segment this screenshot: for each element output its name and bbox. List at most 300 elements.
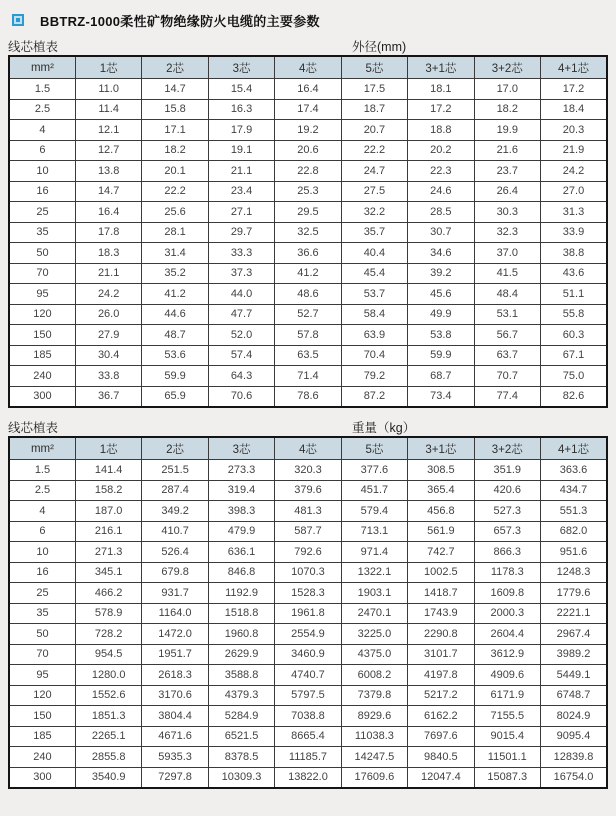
table-cell: 25	[9, 202, 75, 223]
table-cell: 18.7	[341, 99, 407, 120]
table-cell: 1070.3	[275, 562, 341, 583]
table-cell: 728.2	[75, 624, 141, 645]
table-cell: 10	[9, 161, 75, 182]
table-cell: 19.2	[275, 120, 341, 141]
table-cell: 33.8	[75, 366, 141, 387]
table-cell: 14.7	[75, 181, 141, 202]
table-cell: 63.7	[474, 345, 540, 366]
table-cell: 12.7	[75, 140, 141, 161]
table-cell: 35.7	[341, 222, 407, 243]
table-row	[9, 366, 607, 387]
table-cell: 951.6	[541, 542, 608, 563]
table-cell: 58.4	[341, 304, 407, 325]
table-cell: 34.6	[408, 243, 474, 264]
table-cell: 1518.8	[208, 603, 274, 624]
table-cell: 35	[9, 603, 75, 624]
table-cell: 8929.6	[341, 706, 407, 727]
table-header	[9, 56, 607, 79]
table-cell: 37.3	[208, 263, 274, 284]
weight-table	[8, 436, 608, 789]
table-cell: 24.7	[341, 161, 407, 182]
table-cell: 4	[9, 501, 75, 522]
table-cell: 18.2	[142, 140, 208, 161]
table-cell: 240	[9, 366, 75, 387]
table-cell: 11.4	[75, 99, 141, 120]
table-cell: 120	[9, 685, 75, 706]
table-row	[9, 624, 607, 645]
table-cell: 11038.3	[341, 726, 407, 747]
table-row	[9, 222, 607, 243]
table-cell: 479.9	[208, 521, 274, 542]
table-cell: 1951.7	[142, 644, 208, 665]
table-header-row	[9, 56, 607, 79]
table-cell: 20.1	[142, 161, 208, 182]
table-row	[9, 603, 607, 624]
table-cell: 11.0	[75, 79, 141, 100]
table-row	[9, 161, 607, 182]
table-cell: 9840.5	[408, 747, 474, 768]
table-cell: 45.4	[341, 263, 407, 284]
table-cell: 45.6	[408, 284, 474, 305]
table-cell: 12839.8	[541, 747, 608, 768]
table-cell: 63.5	[275, 345, 341, 366]
table-cell: 8665.4	[275, 726, 341, 747]
table-cell: 456.8	[408, 501, 474, 522]
table-row	[9, 480, 607, 501]
table-cell: 16	[9, 181, 75, 202]
table-cell: 50	[9, 624, 75, 645]
table-cell: 43.6	[541, 263, 608, 284]
table-cell: 18.8	[408, 120, 474, 141]
outer-diameter-table	[8, 55, 608, 408]
table-cell: 1002.5	[408, 562, 474, 583]
table-cell: 1961.8	[275, 603, 341, 624]
table-cell: 3460.9	[275, 644, 341, 665]
table-cell: 5449.1	[541, 665, 608, 686]
table-cell: 53.8	[408, 325, 474, 346]
table-cell: 561.9	[408, 521, 474, 542]
table-cell: 18.1	[408, 79, 474, 100]
table-cell: 3101.7	[408, 644, 474, 665]
table-cell: 15087.3	[474, 767, 540, 788]
table-cell: 1903.1	[341, 583, 407, 604]
table-cell: 6748.7	[541, 685, 608, 706]
table-cell: 71.4	[275, 366, 341, 387]
table-cell: 4	[9, 120, 75, 141]
table-cell: 28.1	[142, 222, 208, 243]
table-cell: 21.1	[75, 263, 141, 284]
table-cell: 365.4	[408, 480, 474, 501]
table-cell: 31.3	[541, 202, 608, 223]
table-cell: 28.5	[408, 202, 474, 223]
table-cell: 319.4	[208, 480, 274, 501]
table-cell: 95	[9, 284, 75, 305]
table-cell: 1743.9	[408, 603, 474, 624]
table-cell: 6008.2	[341, 665, 407, 686]
column-header: 4+1芯	[541, 56, 608, 79]
table-cell: 70.7	[474, 366, 540, 387]
table-cell: 27.9	[75, 325, 141, 346]
table-cell: 18.4	[541, 99, 608, 120]
table-cell: 21.1	[208, 161, 274, 182]
table-row	[9, 345, 607, 366]
table-row	[9, 79, 607, 100]
table-cell: 49.9	[408, 304, 474, 325]
table-cell: 4740.7	[275, 665, 341, 686]
table-cell: 7155.5	[474, 706, 540, 727]
table-cell: 150	[9, 706, 75, 727]
table-row	[9, 706, 607, 727]
column-header: 4芯	[275, 56, 341, 79]
table-cell: 8024.9	[541, 706, 608, 727]
table-cell: 792.6	[275, 542, 341, 563]
table-cell: 5935.3	[142, 747, 208, 768]
table-cell: 1192.9	[208, 583, 274, 604]
table-cell: 3989.2	[541, 644, 608, 665]
table-cell: 12047.4	[408, 767, 474, 788]
table-cell: 48.6	[275, 284, 341, 305]
table-cell: 187.0	[75, 501, 141, 522]
table-cell: 11185.7	[275, 747, 341, 768]
column-header: 3+2芯	[474, 56, 540, 79]
table-cell: 75.0	[541, 366, 608, 387]
table-row	[9, 562, 607, 583]
table-cell: 527.3	[474, 501, 540, 522]
table-row	[9, 202, 607, 223]
table-cell: 20.6	[275, 140, 341, 161]
table-cell: 3588.8	[208, 665, 274, 686]
table-cell: 1280.0	[75, 665, 141, 686]
table-row	[9, 521, 607, 542]
table-cell: 713.1	[341, 521, 407, 542]
table-cell: 2629.9	[208, 644, 274, 665]
table-cell: 1609.8	[474, 583, 540, 604]
table-cell: 15.4	[208, 79, 274, 100]
table-cell: 22.8	[275, 161, 341, 182]
table-cell: 954.5	[75, 644, 141, 665]
table-cell: 77.4	[474, 386, 540, 407]
table-cell: 59.9	[408, 345, 474, 366]
table-cell: 1851.3	[75, 706, 141, 727]
table-cell: 10	[9, 542, 75, 563]
weight-section-labels	[8, 417, 608, 436]
column-header: 3芯	[208, 437, 274, 460]
column-header: 2芯	[142, 56, 208, 79]
table-row	[9, 140, 607, 161]
table-cell: 87.2	[341, 386, 407, 407]
table-cell: 23.4	[208, 181, 274, 202]
table-cell: 5797.5	[275, 685, 341, 706]
table-cell: 53.6	[142, 345, 208, 366]
table-cell: 398.3	[208, 501, 274, 522]
table-cell: 1.5	[9, 460, 75, 481]
table-cell: 5284.9	[208, 706, 274, 727]
table-cell: 1418.7	[408, 583, 474, 604]
table-cell: 17.4	[275, 99, 341, 120]
table-cell: 273.3	[208, 460, 274, 481]
table-cell: 48.7	[142, 325, 208, 346]
table-cell: 679.8	[142, 562, 208, 583]
table-row	[9, 542, 607, 563]
table-cell: 47.7	[208, 304, 274, 325]
table-cell: 240	[9, 747, 75, 768]
table-cell: 2470.1	[341, 603, 407, 624]
table-cell: 30.3	[474, 202, 540, 223]
table-cell: 53.7	[341, 284, 407, 305]
table-cell: 60.3	[541, 325, 608, 346]
table-cell: 1322.1	[341, 562, 407, 583]
table-cell: 17.2	[408, 99, 474, 120]
table-cell: 56.7	[474, 325, 540, 346]
table-cell: 29.5	[275, 202, 341, 223]
table-cell: 25	[9, 583, 75, 604]
table-cell: 3612.9	[474, 644, 540, 665]
table-cell: 23.7	[474, 161, 540, 182]
table-cell: 481.3	[275, 501, 341, 522]
table-cell: 2221.1	[541, 603, 608, 624]
table-cell: 20.2	[408, 140, 474, 161]
table-cell: 41.2	[275, 263, 341, 284]
table-cell: 185	[9, 345, 75, 366]
table-cell: 57.4	[208, 345, 274, 366]
table-cell: 33.9	[541, 222, 608, 243]
table-cell: 379.6	[275, 480, 341, 501]
table-cell: 19.9	[474, 120, 540, 141]
table-cell: 24.2	[75, 284, 141, 305]
table-cell: 14247.5	[341, 747, 407, 768]
table-cell: 1248.3	[541, 562, 608, 583]
table-cell: 51.1	[541, 284, 608, 305]
table-cell: 2265.1	[75, 726, 141, 747]
table-cell: 18.3	[75, 243, 141, 264]
table-cell: 21.6	[474, 140, 540, 161]
table-cell: 36.7	[75, 386, 141, 407]
table-cell: 742.7	[408, 542, 474, 563]
table-cell: 2.5	[9, 480, 75, 501]
table-cell: 16754.0	[541, 767, 608, 788]
table-cell: 44.0	[208, 284, 274, 305]
table-cell: 78.6	[275, 386, 341, 407]
table-cell: 7297.8	[142, 767, 208, 788]
table-cell: 20.7	[341, 120, 407, 141]
table-cell: 79.2	[341, 366, 407, 387]
table-cell: 1164.0	[142, 603, 208, 624]
table-cell: 41.2	[142, 284, 208, 305]
table-cell: 1.5	[9, 79, 75, 100]
table-cell: 5217.2	[408, 685, 474, 706]
table-cell: 2290.8	[408, 624, 474, 645]
page-title: BBTRZ-1000柔性矿物绝缘防火电缆的主要参数	[40, 13, 320, 29]
table-cell: 363.6	[541, 460, 608, 481]
table-cell: 39.2	[408, 263, 474, 284]
table-row	[9, 120, 607, 141]
table-row	[9, 644, 607, 665]
table-cell: 251.5	[142, 460, 208, 481]
table-cell: 24.6	[408, 181, 474, 202]
table1-left-label: 线芯植表	[8, 40, 59, 54]
table-cell: 17.2	[541, 79, 608, 100]
table-cell: 13822.0	[275, 767, 341, 788]
table-cell: 526.4	[142, 542, 208, 563]
table-cell: 30.7	[408, 222, 474, 243]
table-row	[9, 263, 607, 284]
table-cell: 27.1	[208, 202, 274, 223]
table-cell: 70.6	[208, 386, 274, 407]
table-cell: 300	[9, 767, 75, 788]
table-cell: 345.1	[75, 562, 141, 583]
table-cell: 3170.6	[142, 685, 208, 706]
table-cell: 17.9	[208, 120, 274, 141]
table-cell: 70	[9, 644, 75, 665]
table-cell: 2554.9	[275, 624, 341, 645]
table-cell: 67.1	[541, 345, 608, 366]
table-cell: 32.5	[275, 222, 341, 243]
table-cell: 300	[9, 386, 75, 407]
table-cell: 15.8	[142, 99, 208, 120]
table-row	[9, 284, 607, 305]
table-cell: 2855.8	[75, 747, 141, 768]
table-cell: 17.8	[75, 222, 141, 243]
table-cell: 2000.3	[474, 603, 540, 624]
table-cell: 29.7	[208, 222, 274, 243]
table-cell: 25.3	[275, 181, 341, 202]
table-cell: 17609.6	[341, 767, 407, 788]
table-row	[9, 99, 607, 120]
table-cell: 7379.8	[341, 685, 407, 706]
column-header: 3+1芯	[408, 437, 474, 460]
column-header: 1芯	[75, 437, 141, 460]
table-cell: 16.3	[208, 99, 274, 120]
table-cell: 141.4	[75, 460, 141, 481]
table-cell: 18.2	[474, 99, 540, 120]
table-cell: 59.9	[142, 366, 208, 387]
table-cell: 6162.2	[408, 706, 474, 727]
column-header: 5芯	[341, 56, 407, 79]
table-row	[9, 243, 607, 264]
table-cell: 349.2	[142, 501, 208, 522]
column-header: mm²	[9, 437, 75, 460]
table-row	[9, 304, 607, 325]
table-cell: 35	[9, 222, 75, 243]
table-cell: 9015.4	[474, 726, 540, 747]
table-row	[9, 665, 607, 686]
table-cell: 22.2	[142, 181, 208, 202]
table-body	[9, 460, 607, 789]
table-cell: 271.3	[75, 542, 141, 563]
column-header: mm²	[9, 56, 75, 79]
table-cell: 185	[9, 726, 75, 747]
column-header: 4+1芯	[541, 437, 608, 460]
table-cell: 6171.9	[474, 685, 540, 706]
table-cell: 82.6	[541, 386, 608, 407]
table-cell: 120	[9, 304, 75, 325]
table-cell: 68.7	[408, 366, 474, 387]
table-cell: 95	[9, 665, 75, 686]
table-cell: 55.8	[541, 304, 608, 325]
table-cell: 27.0	[541, 181, 608, 202]
table-cell: 4379.3	[208, 685, 274, 706]
table-cell: 14.7	[142, 79, 208, 100]
table-cell: 377.6	[341, 460, 407, 481]
table-cell: 1552.6	[75, 685, 141, 706]
table-cell: 1528.3	[275, 583, 341, 604]
table-cell: 73.4	[408, 386, 474, 407]
table-cell: 16.4	[75, 202, 141, 223]
table-cell: 682.0	[541, 521, 608, 542]
table-cell: 10309.3	[208, 767, 274, 788]
table-cell: 32.3	[474, 222, 540, 243]
table-cell: 26.0	[75, 304, 141, 325]
column-header: 3芯	[208, 56, 274, 79]
table-row	[9, 325, 607, 346]
bullet-square-icon	[12, 14, 24, 26]
table-cell: 40.4	[341, 243, 407, 264]
table-cell: 32.2	[341, 202, 407, 223]
table-cell: 1178.3	[474, 562, 540, 583]
column-header: 1芯	[75, 56, 141, 79]
table-cell: 3804.4	[142, 706, 208, 727]
table-row	[9, 747, 607, 768]
table-cell: 22.3	[408, 161, 474, 182]
table-body	[9, 79, 607, 408]
table-cell: 38.8	[541, 243, 608, 264]
table-cell: 65.9	[142, 386, 208, 407]
table-cell: 2618.3	[142, 665, 208, 686]
table-cell: 17.1	[142, 120, 208, 141]
table-cell: 1472.0	[142, 624, 208, 645]
table-cell: 846.8	[208, 562, 274, 583]
table-cell: 70.4	[341, 345, 407, 366]
table-cell: 6	[9, 521, 75, 542]
table-cell: 320.3	[275, 460, 341, 481]
table-cell: 287.4	[142, 480, 208, 501]
table-cell: 451.7	[341, 480, 407, 501]
table-cell: 587.7	[275, 521, 341, 542]
table-cell: 216.1	[75, 521, 141, 542]
table-cell: 434.7	[541, 480, 608, 501]
table-header	[9, 437, 607, 460]
table-cell: 9095.4	[541, 726, 608, 747]
table-cell: 971.4	[341, 542, 407, 563]
table-cell: 48.4	[474, 284, 540, 305]
table-cell: 12.1	[75, 120, 141, 141]
table-cell: 636.1	[208, 542, 274, 563]
table-cell: 6521.5	[208, 726, 274, 747]
table-cell: 11501.1	[474, 747, 540, 768]
table-cell: 7038.8	[275, 706, 341, 727]
table-cell: 351.9	[474, 460, 540, 481]
table-cell: 35.2	[142, 263, 208, 284]
table-cell: 50	[9, 243, 75, 264]
table-cell: 63.9	[341, 325, 407, 346]
table-cell: 16	[9, 562, 75, 583]
table-row	[9, 386, 607, 407]
table-cell: 866.3	[474, 542, 540, 563]
table-cell: 420.6	[474, 480, 540, 501]
table-row	[9, 767, 607, 788]
table-cell: 21.9	[541, 140, 608, 161]
table1-unit-label: 外径(mm)	[352, 40, 407, 54]
table-cell: 52.0	[208, 325, 274, 346]
column-header: 2芯	[142, 437, 208, 460]
table-cell: 466.2	[75, 583, 141, 604]
table-cell: 22.2	[341, 140, 407, 161]
table-cell: 24.2	[541, 161, 608, 182]
table-cell: 308.5	[408, 460, 474, 481]
table2-left-label: 线芯植表	[8, 421, 59, 435]
table-cell: 13.8	[75, 161, 141, 182]
table-cell: 17.0	[474, 79, 540, 100]
